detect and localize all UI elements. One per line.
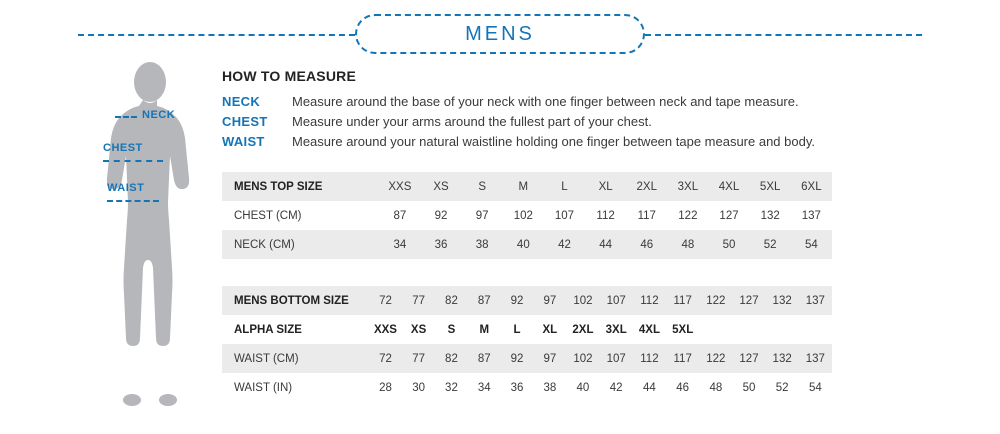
waist-cm-5: 97 bbox=[533, 344, 566, 373]
top-size-header-3: M bbox=[503, 172, 544, 201]
bottom-size-header-3: 87 bbox=[468, 286, 501, 315]
waist-cm-4: 92 bbox=[501, 344, 534, 373]
waist-cm-13: 137 bbox=[799, 344, 832, 373]
waist-in-4: 36 bbox=[501, 373, 534, 402]
neck-cm-7: 48 bbox=[667, 230, 708, 259]
chest-cm-5: 112 bbox=[585, 201, 626, 230]
top-size-header-10: 6XL bbox=[791, 172, 832, 201]
bottom-size-header-5: 97 bbox=[533, 286, 566, 315]
bottom-size-header-1: 77 bbox=[402, 286, 435, 315]
alpha-size-4: L bbox=[501, 315, 534, 344]
waist-in-7: 42 bbox=[600, 373, 633, 402]
top-size-header-2: S bbox=[462, 172, 503, 201]
chest-measure-dash bbox=[103, 160, 163, 162]
neck-cm-10: 54 bbox=[791, 230, 832, 259]
chest-cm-4: 107 bbox=[544, 201, 585, 230]
header-dashed-line-right bbox=[645, 34, 922, 36]
chest-cm-1: 92 bbox=[420, 201, 461, 230]
waist-cm-2: 82 bbox=[435, 344, 468, 373]
figure-label-waist: WAIST bbox=[107, 182, 145, 194]
waist-in-12: 52 bbox=[766, 373, 799, 402]
waist-in-13: 54 bbox=[799, 373, 832, 402]
chest-cm-7: 122 bbox=[667, 201, 708, 230]
alpha-size-7: 3XL bbox=[600, 315, 633, 344]
chest-cm-0: 87 bbox=[379, 201, 420, 230]
waist-in-11: 50 bbox=[732, 373, 765, 402]
top-size-header-5: XL bbox=[585, 172, 626, 201]
top-size-header-9: 5XL bbox=[750, 172, 791, 201]
neck-cm-9: 52 bbox=[750, 230, 791, 259]
chest-cm-8: 127 bbox=[708, 201, 749, 230]
page-header bbox=[0, 10, 1000, 58]
alpha-size-6: 2XL bbox=[566, 315, 599, 344]
alpha-size-2: S bbox=[435, 315, 468, 344]
table-row bbox=[222, 172, 832, 201]
figure-label-chest: CHEST bbox=[103, 142, 143, 154]
alpha-size-11 bbox=[732, 315, 765, 344]
waist-cm-0: 72 bbox=[369, 344, 402, 373]
neck-cm-1: 36 bbox=[420, 230, 461, 259]
chest-cm-2: 97 bbox=[462, 201, 503, 230]
bottom-size-header-6: 102 bbox=[566, 286, 599, 315]
chest-cm-6: 117 bbox=[626, 201, 667, 230]
how-to-measure-section bbox=[222, 68, 982, 154]
top-size-header-0: XXS bbox=[379, 172, 420, 201]
how-to-term-chest: CHEST bbox=[222, 114, 268, 129]
bottom-size-header-12: 132 bbox=[766, 286, 799, 315]
table-row bbox=[222, 315, 832, 344]
top-size-header-8: 4XL bbox=[708, 172, 749, 201]
waist-cm-10: 122 bbox=[699, 344, 732, 373]
bottom-size-header-7: 107 bbox=[600, 286, 633, 315]
neck-cm-5: 44 bbox=[585, 230, 626, 259]
waist-in-6: 40 bbox=[566, 373, 599, 402]
alpha-size-9: 5XL bbox=[666, 315, 699, 344]
waist-cm-8: 112 bbox=[633, 344, 666, 373]
alpha-size-8: 4XL bbox=[633, 315, 666, 344]
chest-cm-10: 137 bbox=[791, 201, 832, 230]
table-row bbox=[222, 344, 832, 373]
mens-top-size-table bbox=[222, 172, 832, 259]
waist-cm-1: 77 bbox=[402, 344, 435, 373]
neck-cm-8: 50 bbox=[708, 230, 749, 259]
alpha-size-label: ALPHA SIZE bbox=[222, 315, 369, 344]
waist-in-label: WAIST (IN) bbox=[222, 373, 369, 402]
alpha-size-1: XS bbox=[402, 315, 435, 344]
mens-bottom-size-table bbox=[222, 286, 832, 402]
alpha-size-3: M bbox=[468, 315, 501, 344]
alpha-size-5: XL bbox=[533, 315, 566, 344]
waist-in-2: 32 bbox=[435, 373, 468, 402]
alpha-size-12 bbox=[766, 315, 799, 344]
how-to-term-neck: NECK bbox=[222, 94, 261, 109]
neck-cm-3: 40 bbox=[503, 230, 544, 259]
table-row bbox=[222, 373, 832, 402]
bottom-size-header-8: 112 bbox=[633, 286, 666, 315]
neck-cm-2: 38 bbox=[462, 230, 503, 259]
top-row-chest-label: CHEST (CM) bbox=[222, 201, 379, 230]
waist-cm-12: 132 bbox=[766, 344, 799, 373]
waist-in-1: 30 bbox=[402, 373, 435, 402]
how-to-desc-waist: Measure around your natural waistline holding one finger between tape measure and body. bbox=[292, 134, 815, 149]
table-row bbox=[222, 230, 832, 259]
male-body-figure bbox=[85, 60, 215, 410]
how-to-term-waist: WAIST bbox=[222, 134, 265, 149]
how-to-desc-neck: Measure around the base of your neck with one finger between neck and tape measure. bbox=[292, 94, 799, 109]
bottom-size-header-2: 82 bbox=[435, 286, 468, 315]
bottom-size-header-0: 72 bbox=[369, 286, 402, 315]
top-size-header-7: 3XL bbox=[667, 172, 708, 201]
waist-cm-label: WAIST (CM) bbox=[222, 344, 369, 373]
waist-in-5: 38 bbox=[533, 373, 566, 402]
how-to-measure-row-waist bbox=[222, 134, 982, 149]
bottom-size-header-13: 137 bbox=[799, 286, 832, 315]
waist-in-10: 48 bbox=[699, 373, 732, 402]
top-size-header-4: L bbox=[544, 172, 585, 201]
bottom-size-header-10: 122 bbox=[699, 286, 732, 315]
bottom-size-header-11: 127 bbox=[732, 286, 765, 315]
table-row bbox=[222, 201, 832, 230]
neck-cm-0: 34 bbox=[379, 230, 420, 259]
alpha-size-0: XXS bbox=[369, 315, 402, 344]
neck-cm-6: 46 bbox=[626, 230, 667, 259]
chest-cm-3: 102 bbox=[503, 201, 544, 230]
neck-measure-dash bbox=[115, 116, 137, 118]
top-size-header-1: XS bbox=[420, 172, 461, 201]
how-to-measure-row-neck bbox=[222, 94, 982, 109]
how-to-measure-row-chest bbox=[222, 114, 982, 129]
waist-cm-6: 102 bbox=[566, 344, 599, 373]
waist-cm-3: 87 bbox=[468, 344, 501, 373]
how-to-measure-heading: HOW TO MEASURE bbox=[222, 68, 356, 84]
figure-label-neck: NECK bbox=[142, 109, 176, 121]
bottom-table-header-label: MENS BOTTOM SIZE bbox=[222, 286, 369, 315]
top-size-header-6: 2XL bbox=[626, 172, 667, 201]
waist-cm-7: 107 bbox=[600, 344, 633, 373]
header-dashed-line-left bbox=[78, 34, 355, 36]
page-title: MENS bbox=[355, 14, 645, 54]
waist-in-0: 28 bbox=[369, 373, 402, 402]
waist-in-8: 44 bbox=[633, 373, 666, 402]
bottom-size-header-9: 117 bbox=[666, 286, 699, 315]
waist-measure-dash bbox=[107, 200, 159, 202]
waist-cm-9: 117 bbox=[666, 344, 699, 373]
mens-top-size-table-wrap bbox=[222, 172, 832, 259]
top-row-neck-label: NECK (CM) bbox=[222, 230, 379, 259]
alpha-size-13 bbox=[799, 315, 832, 344]
neck-cm-4: 42 bbox=[544, 230, 585, 259]
how-to-desc-chest: Measure under your arms around the fullest part of your chest. bbox=[292, 114, 652, 129]
waist-in-9: 46 bbox=[666, 373, 699, 402]
waist-in-3: 34 bbox=[468, 373, 501, 402]
mens-bottom-size-table-wrap bbox=[222, 286, 832, 402]
waist-cm-11: 127 bbox=[732, 344, 765, 373]
top-table-header-label: MENS TOP SIZE bbox=[222, 172, 379, 201]
table-row bbox=[222, 286, 832, 315]
alpha-size-10 bbox=[699, 315, 732, 344]
chest-cm-9: 132 bbox=[750, 201, 791, 230]
bottom-size-header-4: 92 bbox=[501, 286, 534, 315]
